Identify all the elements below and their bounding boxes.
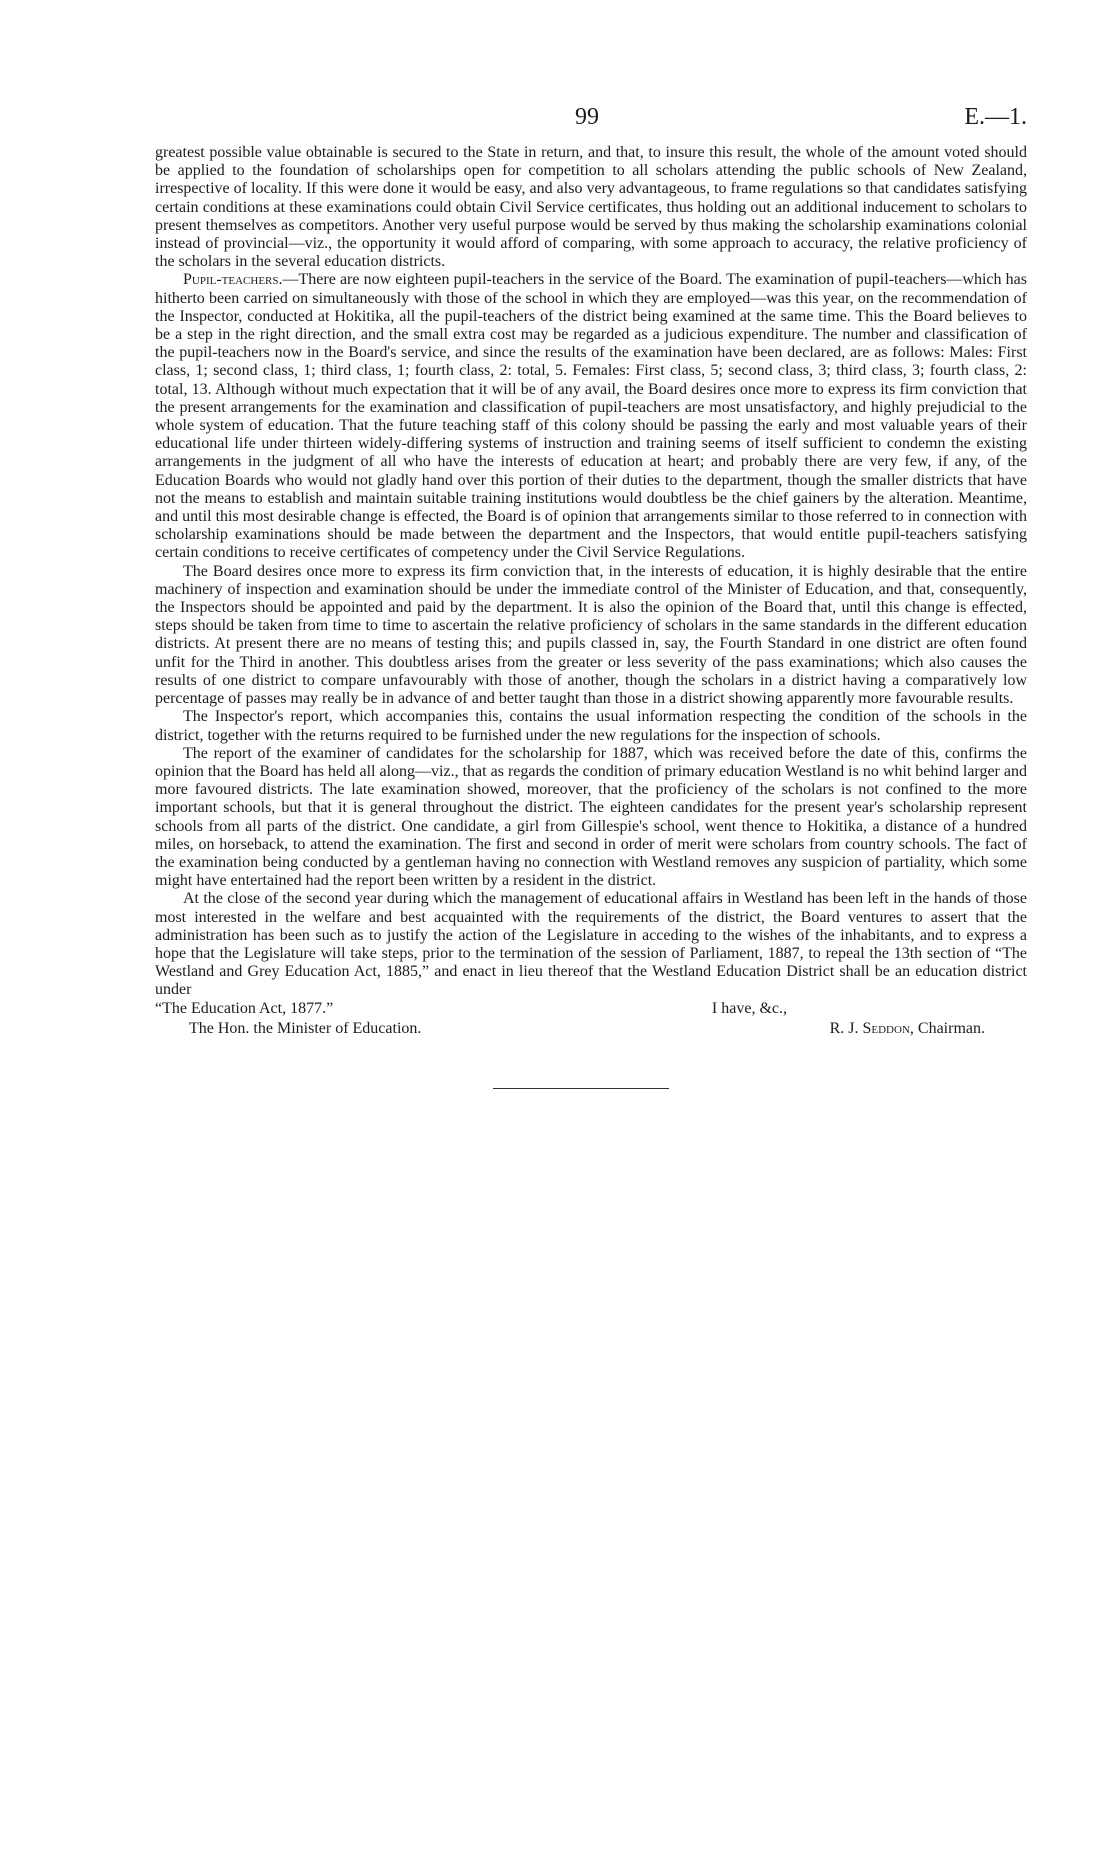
signature-line [155, 1020, 1027, 1038]
paragraph-scholarship-examiner: The report of the examiner of candidates for the scholarship for 1887, which was received before the date of this, confirms the opinion that the Board has held all along—viz., that as regards the condition of primary education Westland is no whit behind larger and more favoured districts. The late examination showed, moreover, that the proficiency of the scholars is not confined to the more important schools, but that it is general throughout the district. The eighteen candidates for the present year's scholarship represent schools from all parts of the district. One candidate, a girl from Gillespie's school, went thence to Hokitika, a distance of a hundred miles, on horseback, to attend the examination. The first and second in order of merit were scholars from country schools. The fact of the examination being conducted by a gentleman having no connection with Westland removes any suspicion of partiality, which some might have entertained had the report been written by a resident in the district. [155, 744, 1027, 890]
closing-line [155, 1000, 1027, 1018]
paragraph-inspection-control: The Board desires once more to express its firm conviction that, in the interests of education, it is highly desirable that the entire machinery of inspection and examination should be under the immediate control of the Minister of Education, and that, consequently, the Inspectors should be appointed and paid by the department. It is also the opinion of the Board that, until this change is effected, steps should be taken from time to time to ascertain the relative proficiency of scholars in the same standards in the different education districts. At present there are no means of testing this; and pupils classed in, say, the Fourth Standard in one district are often found unfit for the Third in another. This doubtless arises from the greater or less severity of the pass examinations; which also causes the results of one district to compare unfavourably with those of another, though the scholars in a district having a comparatively low percentage of passes may really be in advance of and better taught than those in a district showing apparently more favourable results. [155, 562, 1027, 708]
section-heading-pupil-teachers: Pupil-teachers. [183, 271, 283, 289]
paragraph-pupil-teachers-text: —There are now eighteen pupil-teachers in the service of the Board. The examination of pupil-teachers—which has hitherto been carried on simultaneously with those of the school in which they are employed—was this year, on the recommendation of the Inspector, conducted at Hokitika, all the pupil-teachers of the district being examined at the same time. This the Board believes to be a step in the right direction, and the small extra cost may be regarded as a judicious expenditure. The number and classification of the pupil-teachers now in the Board's service, and since the results of the examination have been declared, are as follows: Males: First class, 1; second class, 1; third class, 1; fourth class, 2: total, 5. Females: First class, 5; second class, 3; third class, 3; fourth class, 2: total, 13. Although without much expectation that it will be of any avail, the Board desires once more to express its firm conviction that the present arrangements for the examination and classification of pupil-teachers are most unsatisfactory, and highly prejudicial to the whole system of education. That the future teaching staff of this colony should be passing the early and most valuable years of their educational life under thirteen widely-differing systems of instruction and training seems of itself sufficient to condemn the existing arrangements in the judgment of all who have the interests of education at heart; and probably there are very few, if any, of the Education Boards who would not gladly hand over this portion of their duties to the department, though the smaller districts that have not the means to establish and maintain suitable training institutions would doubtless be the chief gainers by the alteration. Meantime, and until this most desirable change is effected, the Board is of opinion that arrangements similar to those referred to in connection with scholarship examinations should be made between the department and the Inspectors, that would entitle pupil-teachers satisfying certain conditions to receive certificates of competency under the Civil Service Regulations. [155, 271, 1027, 562]
paragraph-pupil-teachers [155, 271, 1027, 562]
page-number: 99 [575, 104, 599, 130]
addressee: The Hon. the Minister of Education. [189, 1019, 422, 1037]
paragraph-second-year: At the close of the second year during which the management of educational affairs in Westland has been left in the hands of those most interested in the welfare and best acquainted with the requirements of the district, the Board ventures to assert that the administration has been such as to justify the action of the Legislature in acceding to the wishes of the inhabitants, and to express a hope that the Legislature will take steps, prior to the termination of the session of Parliament, 1887, to repeal the 13th section of “The Westland and Grey Education Act, 1885,” and enact in lieu thereof that the Westland Education District shall be an education district under [155, 890, 1027, 999]
section-divider [493, 1088, 669, 1089]
signature-initials: R. J. [829, 1019, 859, 1037]
page-header [155, 100, 1027, 144]
signature [830, 1020, 985, 1038]
document-page [155, 100, 1027, 1089]
paragraph-inspector-report: The Inspector's report, which accompanies this, contains the usual information respecting the condition of the schools in the district, together with the returns required to be furnished under the new regulations for the inspection of schools. [155, 708, 1027, 744]
act-reference: “The Education Act, 1877.” [155, 999, 334, 1017]
signature-title: , Chairman. [909, 1019, 985, 1037]
paragraph-scholarships: greatest possible value obtainable is secured to the State in return, and that, to insure this result, the whole of the amount voted should be applied to the foundation of scholarships open for competition to all scholars attending the public schools of New Zealand, irrespective of locality. If this were done it would be easy, and also very advantageous, to frame regulations so that candidates satisfying certain conditions at these examinations could obtain Civil Service certificates, thus holding out an additional inducement to scholars to present themselves as competitors. Another very useful purpose would be served by thus making the scholarship examinations colonial instead of provincial—viz., the opportunity it would afford of comparing, with some approach to accuracy, the relative proficiency of the scholars in the several education districts. [155, 144, 1027, 271]
body-text [155, 144, 1027, 1000]
signature-name: Seddon [862, 1019, 910, 1037]
document-reference: E.—1. [964, 104, 1027, 130]
valediction: I have, &c., [711, 999, 787, 1017]
